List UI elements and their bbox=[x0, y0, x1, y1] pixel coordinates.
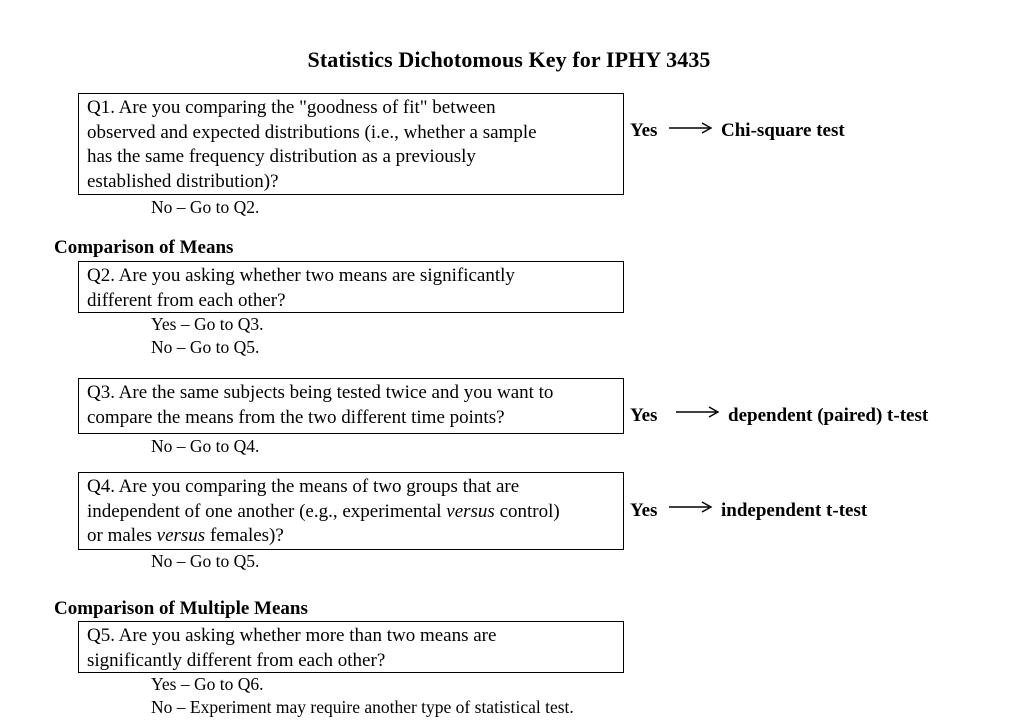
right-arrow-icon bbox=[669, 121, 713, 135]
q5-line: Q5. Are you asking whether more than two means are bbox=[87, 625, 497, 646]
right-arrow-icon bbox=[669, 500, 713, 514]
q3-line: compare the means from the two different time points? bbox=[87, 406, 505, 428]
q5-yes-answer: Yes – Go to Q6. bbox=[151, 674, 264, 694]
section-heading-multiple-means: Comparison of Multiple Means bbox=[54, 598, 308, 619]
q4-text: or males bbox=[87, 525, 157, 546]
q4-no-answer: No – Go to Q5. bbox=[151, 551, 260, 571]
section-heading-means: Comparison of Means bbox=[54, 237, 234, 258]
q4-line bbox=[87, 524, 619, 549]
question-box-q5 bbox=[78, 621, 624, 673]
q1-result-chi-square: Chi-square test bbox=[721, 120, 845, 141]
q1-no-answer: No – Go to Q2. bbox=[151, 197, 260, 217]
page-title: Statistics Dichotomous Key for IPHY 3435 bbox=[307, 47, 711, 72]
q4-text: independent of one another (e.g., experimental bbox=[87, 500, 447, 522]
q1-yes-label: Yes bbox=[630, 120, 658, 141]
q1-line: has the same frequency distribution as a previously bbox=[87, 146, 476, 167]
right-arrow-icon bbox=[676, 405, 720, 419]
q4-italic-versus: versus bbox=[156, 525, 206, 546]
q1-line: established distribution)? bbox=[87, 170, 279, 192]
q2-no-answer: No – Go to Q5. bbox=[151, 337, 260, 357]
q4-yes-label: Yes bbox=[630, 500, 658, 521]
q3-line: Q3. Are the same subjects being tested twice and you want to bbox=[87, 382, 554, 403]
q2-yes-answer: Yes – Go to Q3. bbox=[151, 314, 264, 334]
q4-line: Q4. Are you comparing the means of two groups that are bbox=[87, 476, 520, 497]
q2-line: Q2. Are you asking whether two means are significantly bbox=[87, 265, 515, 286]
q5-line: significantly different from each other? bbox=[87, 649, 386, 671]
q4-italic-versus: versus bbox=[446, 500, 495, 522]
q3-result-dependent-t-test: dependent (paired) t-test bbox=[728, 405, 929, 426]
question-box-q3 bbox=[78, 378, 624, 434]
q3-no-answer: No – Go to Q4. bbox=[151, 436, 260, 456]
q4-result-independent-t-test: independent t-test bbox=[721, 500, 868, 521]
q1-line: Q1. Are you comparing the "goodness of fit" between bbox=[87, 97, 496, 118]
q2-line: different from each other? bbox=[87, 289, 286, 311]
q4-line bbox=[87, 500, 619, 525]
q5-no-answer: No – Experiment may require another type of statistical test. bbox=[151, 697, 574, 717]
question-box-q2 bbox=[78, 261, 624, 313]
question-box-q1 bbox=[78, 93, 624, 195]
q3-yes-label: Yes bbox=[630, 405, 658, 426]
q1-line: observed and expected distributions (i.e., whether a sample bbox=[87, 121, 537, 143]
q4-text: control) bbox=[494, 500, 560, 522]
q4-text: females)? bbox=[205, 525, 284, 546]
question-box-q4 bbox=[78, 472, 624, 550]
